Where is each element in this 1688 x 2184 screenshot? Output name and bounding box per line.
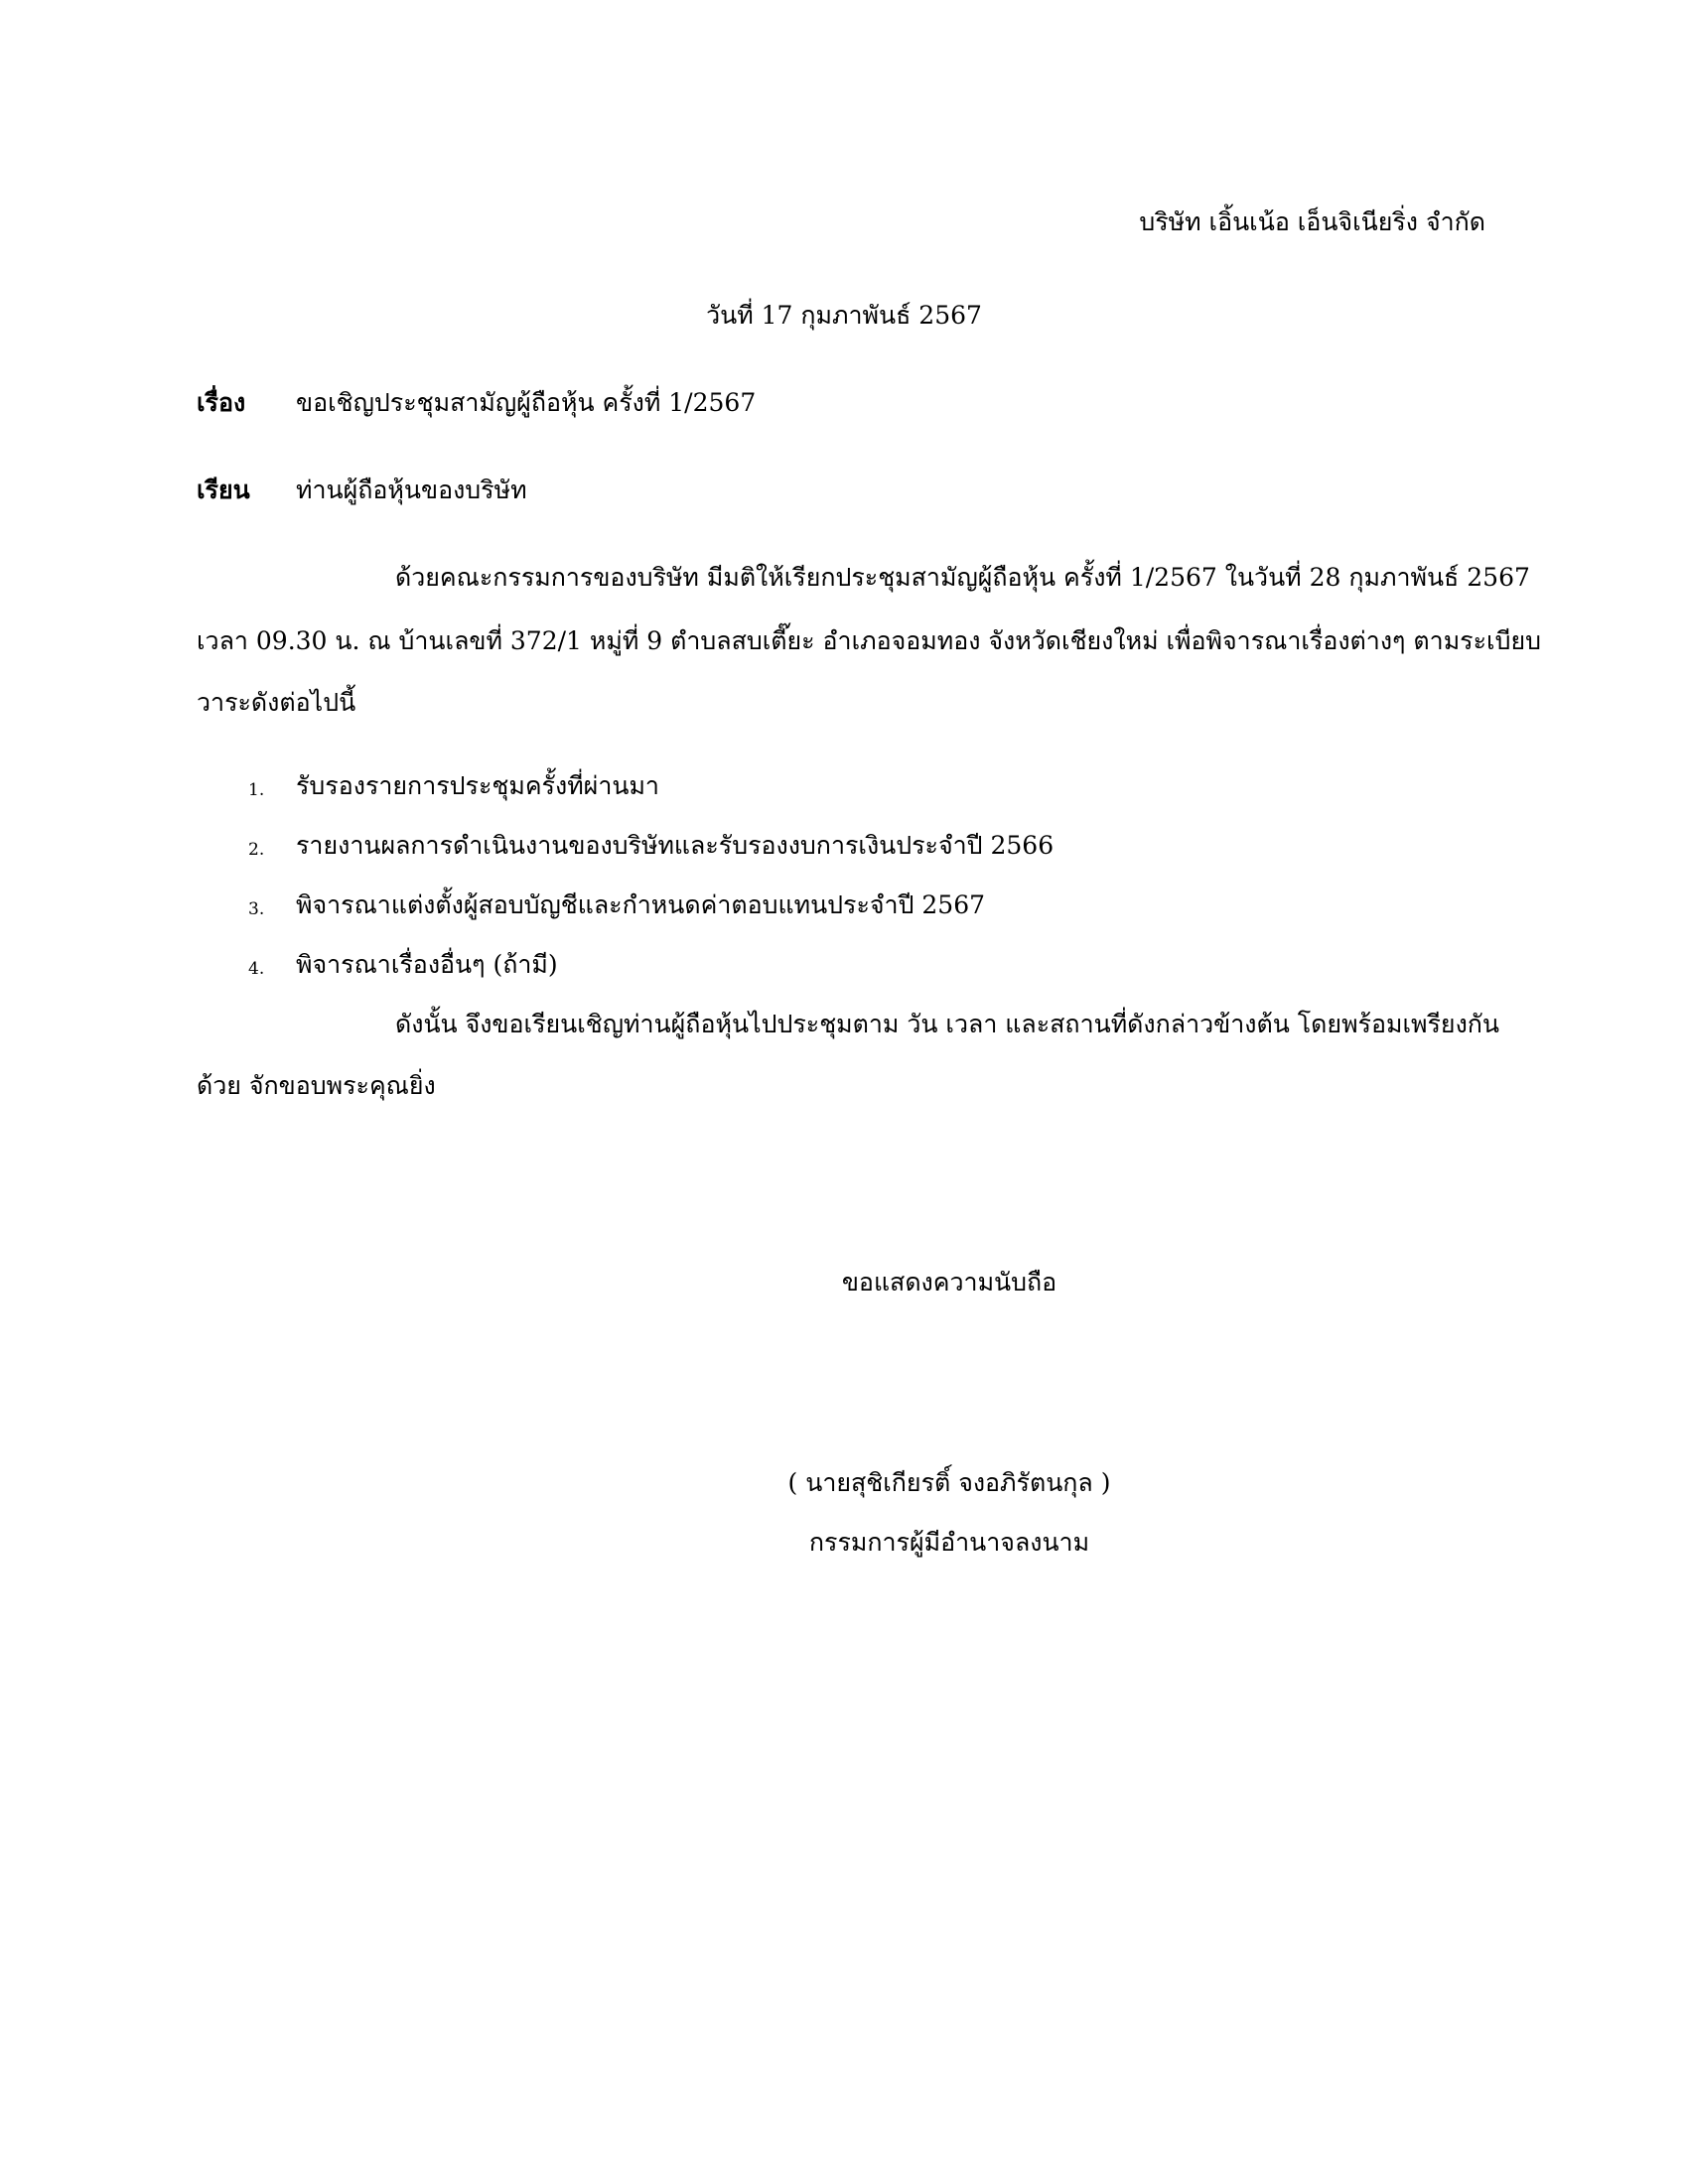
agenda-item-number: 4. bbox=[248, 959, 265, 979]
subject-label: เรื่อง bbox=[197, 388, 246, 417]
regards-text: ขอแสดงความนับถือ bbox=[841, 1268, 1057, 1297]
intro-line-2: เวลา 09.30 น. ณ บ้านเลขที่ 372/1 หมู่ที่ 9 ตำบลสบเตี๊ยะ อำเภอจอมทอง จังหวัดเชียงใหม่ เพื่อพิจารณาเรื่องต่างๆ ตามระเบียบ bbox=[197, 626, 1541, 655]
subject-value: ขอเชิญประชุมสามัญผู้ถือหุ้น ครั้งที่ 1/2567 bbox=[296, 388, 757, 417]
closing-line-1: ดังนั้น จึงขอเรียนเชิญท่านผู้ถือหุ้นไปประชุมตาม วัน เวลา และสถานที่ดังกล่าวข้างต้น โดยพร้อมเพรียงกัน bbox=[395, 1010, 1499, 1038]
agenda-item-text: พิจารณาเรื่องอื่นๆ (ถ้ามี) bbox=[296, 950, 558, 979]
letter-date: วันที่ 17 กุมภาพันธ์ 2567 bbox=[706, 301, 982, 330]
agenda-item-text: รับรองรายการประชุมครั้งที่ผ่านมา bbox=[296, 771, 659, 800]
agenda-item-number: 2. bbox=[248, 840, 265, 860]
to-label: เรียน bbox=[197, 476, 250, 504]
signer-name: ( นายสุชิเกียรติ์ จงอภิรัตนกุล ) bbox=[787, 1468, 1111, 1497]
agenda-item-number: 1. bbox=[248, 780, 265, 800]
agenda-item-text: รายงานผลการดำเนินงานของบริษัทและรับรองงบการเงินประจำปี 2566 bbox=[296, 831, 1055, 860]
agenda-item-text: พิจารณาแต่งตั้งผู้สอบบัญชีและกำหนดค่าตอบแทนประจำปี 2567 bbox=[296, 890, 986, 919]
to-value: ท่านผู้ถือหุ้นของบริษัท bbox=[296, 476, 527, 504]
intro-line-1: ด้วยคณะกรรมการของบริษัท มีมติให้เรียกประชุมสามัญผู้ถือหุ้น ครั้งที่ 1/2567 ในวันที่ 28 กุมภาพันธ์ 2567 bbox=[395, 563, 1530, 592]
signer-title: กรรมการผู้มีอำนาจลงนาม bbox=[808, 1528, 1090, 1557]
agenda-item-number: 3. bbox=[248, 899, 265, 919]
company-name: บริษัท เอิ้นเน้อ เอ็นจิเนียริ่ง จำกัด bbox=[1139, 207, 1485, 236]
closing-line-2: ด้วย จักขอบพระคุณยิ่ง bbox=[197, 1071, 436, 1100]
intro-line-3: วาระดังต่อไปนี้ bbox=[197, 688, 356, 717]
